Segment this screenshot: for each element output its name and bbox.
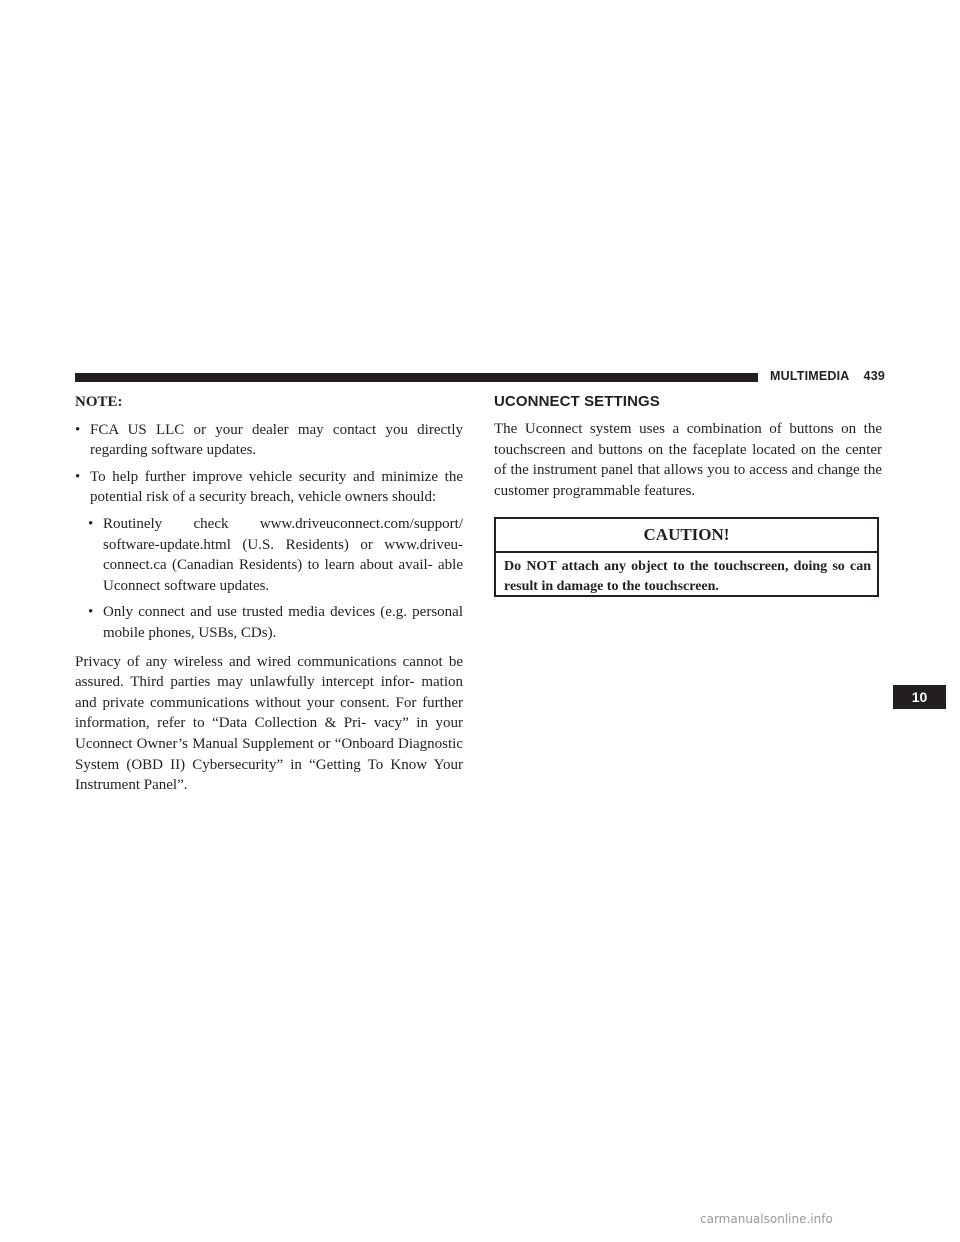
- bullet-icon: •: [75, 421, 81, 438]
- list-item-text: To help further improve vehicle security and minimize the potential risk of a security breach, vehicle owners should:: [90, 468, 463, 506]
- list-item: [75, 420, 463, 461]
- sub-list-item-text: Routinely check www.driveuconnect.com/support/ software-update.html (U.S. Residents) or www.driveu- connect.ca (Canadian Residents) to learn about avail- able Uconnect software updates.: [103, 515, 463, 594]
- section-title: MULTIMEDIA: [770, 369, 850, 383]
- running-header: [770, 369, 885, 383]
- left-column: [75, 392, 463, 796]
- bullet-icon: •: [88, 604, 94, 621]
- right-column: [494, 392, 882, 501]
- watermark: carmanualsonline.info: [700, 1212, 833, 1226]
- chapter-tab: 10: [893, 685, 946, 709]
- caution-box: [494, 517, 879, 597]
- caution-title: CAUTION!: [496, 519, 877, 553]
- privacy-paragraph: Privacy of any wireless and wired communications cannot be assured. Third parties may unlawfully intercept infor- mation and private communications without your consent. For further information, refer to “Data Collection & Pri- vacy” in your Uconnect Owner’s Manual Supplement or “Onboard Diagnostic System (OBD II) Cybersecurity” in “Getting To Know Your Instrument Panel”.: [75, 653, 463, 794]
- bullet-icon: •: [75, 468, 81, 485]
- settings-paragraph: The Uconnect system uses a combination of buttons on the touchscreen and buttons on the faceplate located on the center of the instrument panel that allows you to access and change the customer programmable features.: [494, 421, 882, 499]
- caution-body: Do NOT attach any object to the touchscreen, doing so can result in damage to the touchscreen.: [504, 559, 871, 594]
- section-heading: UCONNECT SETTINGS: [494, 393, 660, 410]
- note-label: NOTE:: [75, 394, 123, 410]
- page-number: 439: [863, 369, 886, 383]
- header-rule: [75, 373, 758, 382]
- bullet-icon: •: [88, 515, 94, 532]
- list-item: [75, 467, 463, 508]
- sub-list-item: [75, 514, 463, 596]
- sub-list-item-text: Only connect and use trusted media devices (e.g. personal mobile phones, USBs, CDs).: [103, 604, 463, 641]
- list-item-text: FCA US LLC or your dealer may contact you directly regarding software updates.: [90, 421, 463, 459]
- sub-list-item: [75, 602, 463, 643]
